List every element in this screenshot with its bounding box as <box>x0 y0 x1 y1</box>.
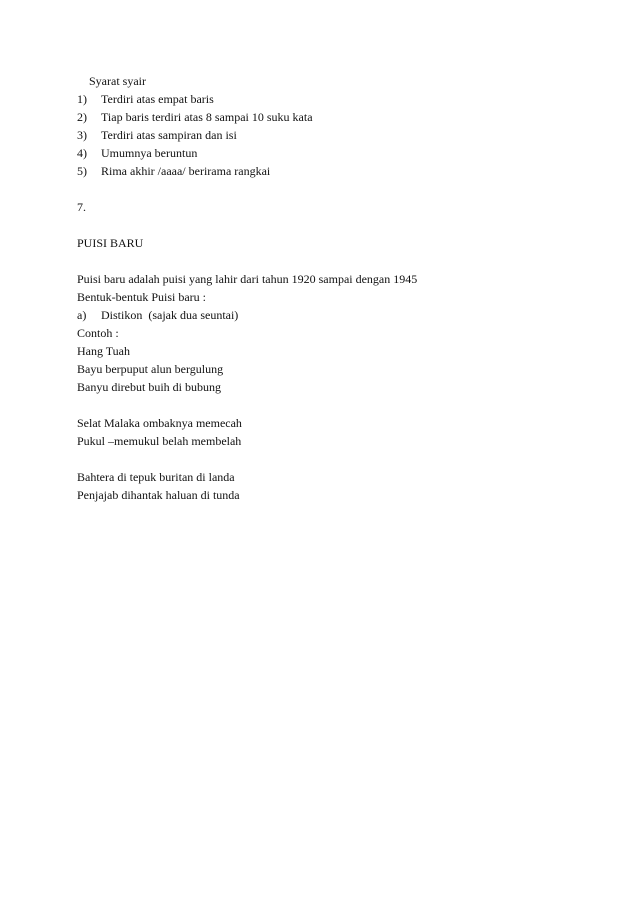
syarat-heading: Syarat syair <box>89 74 146 88</box>
section-number: 7. <box>77 200 86 214</box>
poem-line: Banyu direbut buih di bubung <box>77 380 221 394</box>
list-item-number: 2) <box>77 110 87 124</box>
spacer <box>77 180 577 198</box>
poem-stanza <box>77 468 577 504</box>
sub-item-letter: a) <box>77 308 87 322</box>
list-item <box>77 162 577 180</box>
poem-line: Bayu berpuput alun bergulung <box>77 362 224 376</box>
list-item <box>77 144 577 162</box>
list-item-text: Rima akhir /aaaa/ berirama rangkai <box>101 164 271 178</box>
section-title: PUISI BARU <box>77 236 144 250</box>
sub-list-item <box>77 306 577 324</box>
spacer <box>77 450 577 468</box>
list-item-text: Terdiri atas sampiran dan isi <box>101 128 237 142</box>
spacer <box>77 396 577 414</box>
list-item <box>77 90 577 108</box>
sub-item-text: Distikon (sajak dua seuntai) <box>101 308 239 322</box>
list-item-text: Terdiri atas empat baris <box>101 92 214 106</box>
poem-line: Selat Malaka ombaknya memecah <box>77 416 242 430</box>
list-item-number: 4) <box>77 146 87 160</box>
poem-line: Pukul –memukul belah membelah <box>77 434 242 448</box>
list-item-number: 3) <box>77 128 87 142</box>
list-item-text: Tiap baris terdiri atas 8 sampai 10 suku kata <box>101 110 313 124</box>
spacer <box>77 216 577 234</box>
bentuk-text: Bentuk-bentuk Puisi baru : <box>77 290 206 304</box>
list-item-text: Umumnya beruntun <box>101 146 198 160</box>
list-item-number: 5) <box>77 164 87 178</box>
poem-line: Bahtera di tepuk buritan di landa <box>77 470 235 484</box>
document-body <box>77 72 577 504</box>
syarat-list <box>77 90 577 180</box>
spacer <box>77 252 577 270</box>
poem-stanza <box>77 414 577 450</box>
contoh-label: Contoh : <box>77 326 119 340</box>
list-item <box>77 126 577 144</box>
list-item-number: 1) <box>77 92 87 106</box>
poem-title: Hang Tuah <box>77 344 131 358</box>
definition-text: Puisi baru adalah puisi yang lahir dari tahun 1920 sampai dengan 1945 <box>77 272 418 286</box>
list-item <box>77 108 577 126</box>
poem-line: Penjajab dihantak haluan di tunda <box>77 488 240 502</box>
poem-stanza <box>77 360 577 396</box>
